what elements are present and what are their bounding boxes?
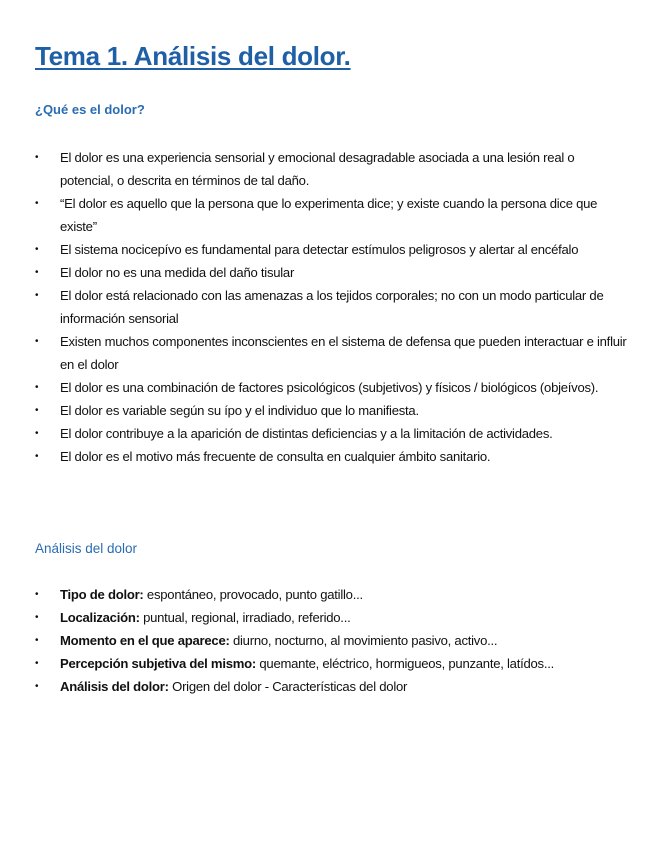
bullet-icon: • (35, 612, 39, 623)
bullet-icon: • (35, 382, 39, 393)
list-item-text: El dolor es una experiencia sensorial y emocional desagradable asociada a una lesión real o potencial, o descrita en términos de tal daño. (60, 150, 575, 188)
list-item-term: Localización: (60, 610, 140, 625)
bullet-icon: • (35, 589, 39, 600)
list-item (0, 583, 656, 606)
bullet-icon: • (35, 635, 39, 646)
list-item (0, 675, 656, 698)
list-item (0, 330, 656, 376)
list-item (0, 422, 656, 445)
list-item-text: El dolor no es una medida del daño tisular (60, 265, 295, 280)
list-item (0, 192, 656, 238)
analysis-list (0, 583, 656, 698)
list-item (0, 399, 656, 422)
list-item-text: espontáneo, provocado, punto gatillo... (143, 587, 363, 602)
bullet-icon: • (35, 267, 39, 278)
bullet-icon: • (35, 451, 39, 462)
list-item-text: “El dolor es aquello que la persona que lo experimenta dice; y existe cuando la persona dice que existe” (60, 196, 598, 234)
list-item-term: Momento en el que aparece: (60, 633, 230, 648)
list-item (0, 146, 656, 192)
bullet-icon: • (35, 405, 39, 416)
list-item-text: El dolor contribuye a la aparición de distintas deficiencias y a la limitación de actividades. (60, 426, 553, 441)
bullet-icon: • (35, 336, 39, 347)
section-heading-analisis: Análisis del dolor (35, 541, 138, 556)
list-item-text: El dolor es variable según su ípo y el individuo que lo manifiesta. (60, 403, 419, 418)
list-item-text: El dolor es el motivo más frecuente de consulta en cualquier ámbito sanitario. (60, 449, 491, 464)
list-item-text: Existen muchos componentes inconscientes en el sistema de defensa que pueden interactuar e influir en el dolor (60, 334, 627, 372)
bullet-icon: • (35, 290, 39, 301)
definition-list (0, 146, 656, 468)
list-item-term: Análisis del dolor: (60, 679, 169, 694)
bullet-icon: • (35, 198, 39, 209)
list-item-text: El sistema nocicepívo es fundamental para detectar estímulos peligrosos y alertar al encéfalo (60, 242, 579, 257)
section-heading-que-es: ¿Qué es el dolor? (35, 102, 145, 117)
list-item-text: Origen del dolor - Características del dolor (168, 679, 408, 694)
list-item (0, 284, 656, 330)
list-item (0, 445, 656, 468)
page-title: Tema 1. Análisis del dolor. (35, 41, 351, 71)
bullet-icon: • (35, 244, 39, 255)
bullet-icon: • (35, 681, 39, 692)
bullet-icon: • (35, 658, 39, 669)
list-item-text: puntual, regional, irradiado, referido... (139, 610, 351, 625)
list-item-text: quemante, eléctrico, hormigueos, punzante, latídos... (256, 656, 555, 671)
bullet-icon: • (35, 152, 39, 163)
list-item (0, 629, 656, 652)
list-item-text: diurno, nocturno, al movimiento pasivo, activo... (229, 633, 498, 648)
bullet-icon: • (35, 428, 39, 439)
list-item-term: Percepción subjetiva del mismo: (60, 656, 256, 671)
list-item-text: El dolor es una combinación de factores psicológicos (subjetivos) y físicos / biológicos (objeívos). (60, 380, 599, 395)
list-item-text: El dolor está relacionado con las amenazas a los tejidos corporales; no con un modo particular de información sensorial (60, 288, 604, 326)
list-item (0, 652, 656, 675)
list-item (0, 238, 656, 261)
list-item (0, 261, 656, 284)
list-item (0, 606, 656, 629)
list-item-term: Tipo de dolor: (60, 587, 144, 602)
list-item (0, 376, 656, 399)
